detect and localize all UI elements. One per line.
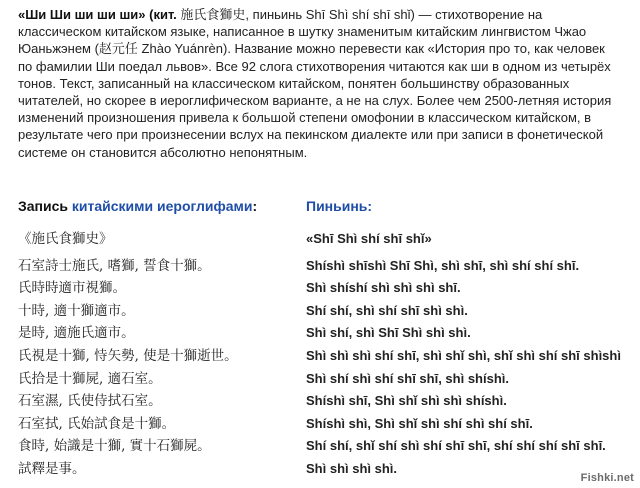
hanzi-header-suffix: : <box>252 198 258 214</box>
pinyin-line: Shì shì shì shí shī, shì shǐ shì, shǐ shì shí shī shìshì <box>306 347 621 363</box>
pinyin-line: Shì shíshí shì shì shì shī. <box>306 280 461 296</box>
pinyin-line: Shí shí, shǐ shí shì shí shī shī, shí shí shí shī shī. <box>306 438 606 454</box>
pinyin-header: Пиньинь: <box>306 198 373 214</box>
hanzi-header-link[interactable]: китайскими иероглифами <box>71 198 253 214</box>
hanzi-line: 食時, 始識是十獅, 實十石獅屍。 <box>18 438 211 455</box>
hanzi-header-prefix: Запись <box>18 198 69 214</box>
hanzi-line: 氏視是十獅, 恃矢勢, 使是十獅逝世。 <box>18 347 238 364</box>
hanzi-line: 是時, 適施氏適市。 <box>18 325 135 342</box>
pinyin-line: Shíshì shī, Shì shǐ shì shì shíshì. <box>306 393 507 409</box>
intro-text: — стихотворение на классическом китайском языке, написанное в шутку знаменитым китайским лингвистом Чжао Юаньжэнем (赵元任 Zhào Yuánrèn). Название можно перевести как «История про то, как человек по фамилии Ши поедал львов». Все 92 слога стихотворения читаются как ши в одном из четырёх тонов. Текст, записанный на классическом китайском, понятен большинству образованных читателей, но скорее в иероглифическом варианте, а не на слух. Более чем 2500-летняя история изменений произношения привела к большой степени омофонии в классическом китайском, в результате чего при произнесении вслух на пекинском диалекте или при записи в фонетической системе он становится абсолютно непонятным. <box>18 7 612 160</box>
hanzi-line: 氏拾是十獅屍, 適石室。 <box>18 370 162 387</box>
hanzi-line: 《施氏食獅史》 <box>18 231 113 247</box>
hanzi-line: 十時, 適十獅適市。 <box>18 302 135 319</box>
chinese-title: 施氏食獅史, <box>180 7 250 22</box>
pinyin-line: Shì shì shì shì. <box>306 460 398 476</box>
pinyin-label: пиньинь <box>252 7 303 22</box>
hanzi-line: 石室濕, 氏使侍拭石室。 <box>18 393 162 410</box>
pinyin-line: Shíshì shì, Shì shǐ shì shí shì shí shī. <box>306 415 533 431</box>
pinyin-column <box>306 228 621 481</box>
hanzi-line: 石室詩士施氏, 嗜獅, 誓食十獅。 <box>18 257 211 274</box>
hanzi-column <box>18 228 238 481</box>
watermark: Fishki.net <box>580 472 634 484</box>
pinyin-title: Shī Shì shí shī shǐ) <box>305 7 415 22</box>
hanzi-line: 試釋是事。 <box>18 460 86 477</box>
abbr-label: (кит. <box>149 7 177 22</box>
hanzi-header <box>18 198 257 214</box>
pinyin-line: Shí shí, shì shí shī shì shì. <box>306 302 468 318</box>
column-headers <box>0 198 640 218</box>
hanzi-line: 石室拭, 氏始試食是十獅。 <box>18 415 176 432</box>
pinyin-line: Shì shí, shì Shī Shì shì shì. <box>306 325 471 341</box>
pinyin-line: «Shī Shì shí shī shǐ» <box>306 231 432 246</box>
pinyin-line: Shíshì shīshì Shī Shì, shì shī, shì shí shí shī. <box>306 257 580 273</box>
intro-paragraph <box>18 6 618 161</box>
pinyin-line: Shì shí shì shí shī shī, shì shíshì. <box>306 370 509 386</box>
hanzi-line: 氏時時適市視獅。 <box>18 280 126 297</box>
poem-title: «Ши Ши ши ши ши» <box>18 7 146 22</box>
